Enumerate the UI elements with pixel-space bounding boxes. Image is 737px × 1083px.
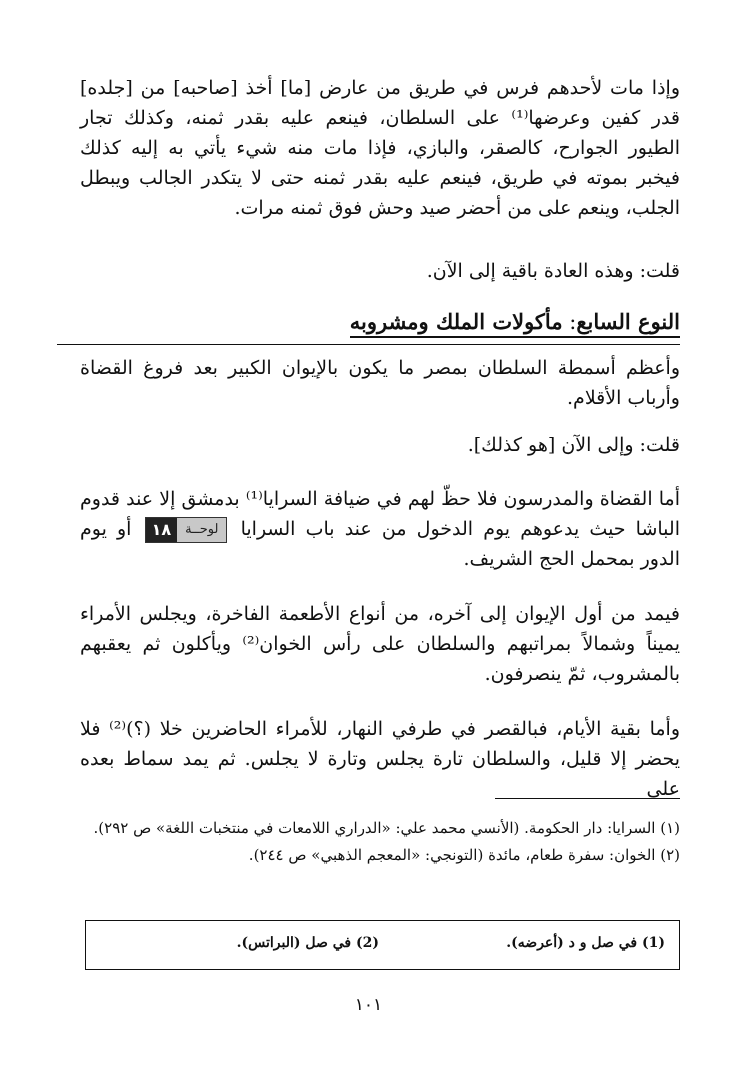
paragraph-note-now [80, 430, 680, 460]
paragraph-note-custom [80, 256, 680, 286]
paragraph-other-days [80, 714, 680, 804]
paragraph-6-text: فيمد من أول الإيوان إلى آخره، من أنواع الأطعمة الفاخرة، ويجلس الأمراء يميناً وشمالاً بمراتبهم والسلطان على رأس الخوان⁽²⁾ ويأكلون ثم يعقبهم بالمشروب، ثمّ ينصرفون. [80, 603, 680, 685]
footnote-rule [495, 798, 680, 799]
section-title-subject: مأكولات الملك ومشروبه [349, 309, 563, 334]
paragraph-4-text: قلت: وإلى الآن [هو كذلك]. [467, 434, 680, 456]
paragraph-horse-compensation [80, 73, 680, 223]
footnote-1: (١) السرايا: دار الحكومة. (الأنسي محمد علي: «الدراري اللامعات في منتخبات اللغة» ص ٢٩٢). [93, 819, 680, 837]
footnote-2: (٢) الخوان: سفرة طعام، مائدة (التونجي: «المعجم الذهبي» ص ٢٤٤). [248, 846, 680, 864]
paragraph-7-text: وأما بقية الأيام، فبالقصر في طرفي النهار، للأمراء الحاضرين خلا (؟)⁽²⁾ فلا يحضر إلا قليل، والسلطان تارة يجلس وتارة لا يجلس. ثم يمد سماط بعده على [80, 718, 680, 800]
section-divider [57, 344, 680, 345]
paragraph-5-text-after: أو يوم الدور بمحمل الحج الشريف. [80, 518, 680, 570]
section-title-separator: : [562, 310, 577, 334]
footnotes [60, 815, 680, 869]
section-title-label: النوع السابع [576, 309, 680, 334]
plate-reference-badge [145, 517, 228, 543]
editor-note-2: (2) في صل (البراتس). [236, 935, 379, 951]
plate-label: لوحــة [177, 518, 226, 542]
plate-number: ١٨ [146, 518, 178, 542]
paragraph-2-text: قلت: وهذه العادة باقية إلى الآن. [426, 260, 680, 282]
section-title [350, 309, 680, 338]
paragraph-1-text: وإذا مات لأحدهم فرس في طريق من عارض [ما] أخذ [صاحبه] من [جلده] قدر كفين وعرضها⁽¹⁾ على السلطان، فينعم عليه بقدر ثمنه، وكذلك تجار الطيور الجوارح، كالصقر، والبازي، فإذا مات منه شيء يأتي به إليه كذلك فيخبر بموته في طريق، فينعم عليه بقدر ثمنه حتى لا يتكدر الجالب ويبطل الجلب، وينعم على من أحضر صيد وحش فوق ثمنه مرات. [80, 77, 680, 219]
editor-note-1: (1) في صل و د (أعرضه). [506, 935, 665, 951]
page-number: ١٠١ [354, 995, 383, 1015]
editor-notes-box [85, 920, 680, 970]
paragraph-3-text: وأعظم أسمطة السلطان بمصر ما يكون بالإيوان الكبير بعد فروغ القضاة وأرباب الأقلام. [80, 357, 680, 409]
paragraph-judges [80, 484, 680, 574]
paragraph-seating [80, 599, 680, 689]
paragraph-banquets [80, 353, 680, 413]
paragraph-5-text-before: أما القضاة والمدرسون فلا حظّ لهم في ضيافة السرايا⁽¹⁾ بدمشق إلا عند قدوم الباشا حيث يدعوهم يوم الدخول من عند باب السرايا [80, 488, 680, 540]
